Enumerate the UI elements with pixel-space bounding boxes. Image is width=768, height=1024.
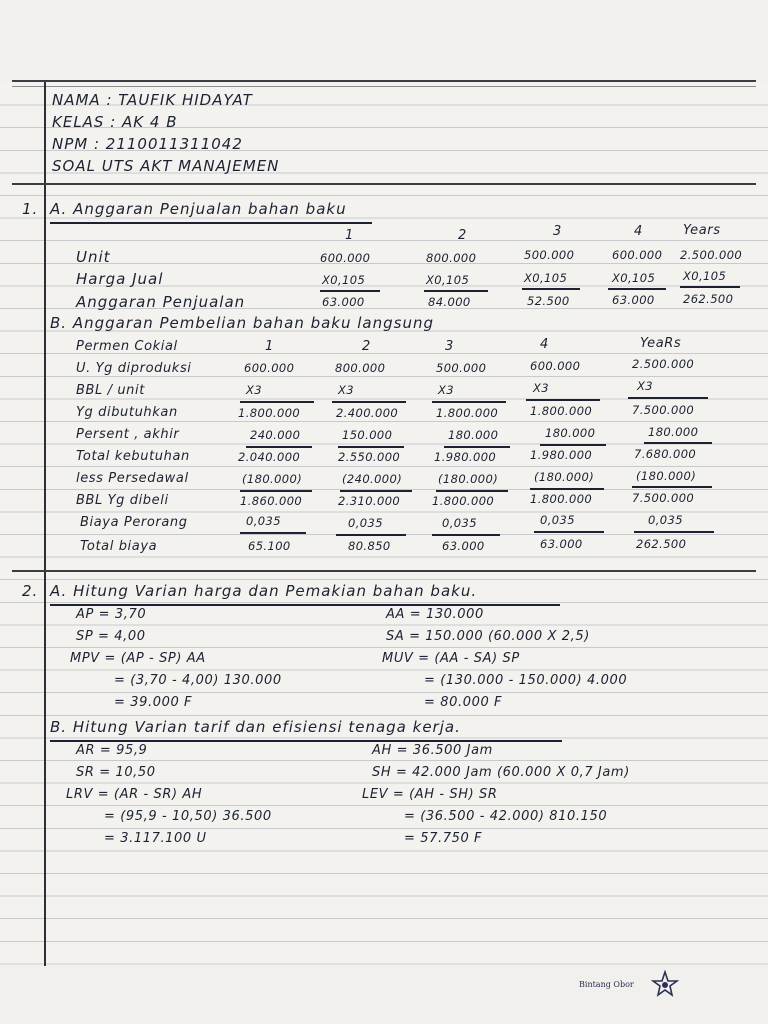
- q1a-unit-3: 500.000: [524, 248, 575, 262]
- q1b-row-label: Persent , akhir: [76, 427, 180, 442]
- section-separator: [12, 570, 756, 572]
- q1a-row-budget-label: Anggaran Penjualan: [76, 293, 246, 311]
- q1b-cell: 0,035: [246, 514, 281, 528]
- q1b-cell: 1.800.000: [530, 404, 593, 418]
- q1b-cell: 2.400.000: [336, 406, 399, 420]
- q1b-cell: X3: [338, 383, 354, 397]
- q1b-cell: 2.310.000: [338, 494, 401, 508]
- q1b-cell: 7.500.000: [632, 403, 695, 417]
- q1b-cell: 800.000: [335, 361, 386, 375]
- q1b-underline: [526, 399, 600, 401]
- q1b-cell: 63.000: [540, 537, 583, 551]
- q1b-cell: X3: [246, 383, 262, 397]
- q1b-cell: 0,035: [442, 516, 477, 530]
- exam-title: SOAL UTS AKT MANAJEMEN: [52, 157, 280, 175]
- q1b-title: B. Anggaran Pembelian bahan baku langsung: [50, 314, 435, 332]
- top-rule-secondary: [12, 86, 756, 87]
- q1b-col-2: 2: [362, 339, 371, 354]
- student-npm: NPM : 2110011311042: [52, 135, 243, 153]
- q1b-row-label: Yg dibutuhkan: [76, 405, 178, 420]
- top-rule: [12, 80, 756, 82]
- q1a-price-years-underline: [680, 286, 740, 288]
- q1b-cell: 2.550.000: [338, 450, 401, 464]
- q1-number: 1.: [22, 200, 39, 218]
- q1b-underline: [240, 532, 306, 534]
- q1a-row-unit-label: Unit: [76, 248, 111, 266]
- q1a-unit-1: 600.000: [320, 251, 371, 265]
- q1b-cell: X3: [438, 383, 454, 397]
- q1b-underline: [634, 531, 714, 533]
- q1a-title-underline: [50, 222, 372, 224]
- q2a-title: A. Hitung Varian harga dan Pemakian bahan baku.: [50, 582, 478, 600]
- q2b-right-line: = 57.750 F: [404, 831, 483, 846]
- q2b-right-line: LEV = (AH - SH) SR: [362, 787, 498, 802]
- q1b-cell: 180.000: [648, 425, 699, 439]
- q1b-underline: [444, 446, 510, 448]
- q1b-underline: [432, 534, 500, 536]
- q1a-price-1: X0,105: [322, 273, 366, 287]
- q1a-price-2: X0,105: [426, 273, 470, 287]
- q1b-underline: [336, 534, 406, 536]
- q1b-row-label: U. Yg diproduksi: [76, 361, 192, 376]
- q1b-cell: (180.000): [636, 469, 697, 483]
- q1b-row-label: Biaya Perorang: [80, 515, 188, 530]
- student-name: NAMA : TAUFIK HIDAYAT: [52, 91, 253, 109]
- q1b-cell: (180.000): [242, 472, 303, 486]
- q1b-row-label: less Persedawal: [76, 471, 189, 486]
- q1b-cell: 65.100: [248, 539, 291, 553]
- q1a-unit-2: 800.000: [426, 251, 477, 265]
- q2a-right-line: = (130.000 - 150.000) 4.000: [424, 673, 628, 688]
- q1b-cell: 7.680.000: [634, 447, 697, 461]
- q1b-underline: [240, 401, 314, 403]
- q1a-unit-4: 600.000: [612, 248, 663, 262]
- q1b-cell: 240.000: [250, 428, 301, 442]
- q1b-underline: [240, 490, 312, 492]
- q1b-cell: 1.800.000: [432, 494, 495, 508]
- q1a-price-2-underline: [424, 290, 488, 292]
- q1b-cell: X3: [533, 381, 549, 395]
- q1a-col-3: 3: [553, 224, 562, 239]
- q1b-col-years: YeaRs: [640, 336, 682, 351]
- header-separator: [12, 183, 756, 185]
- q1a-title: A. Anggaran Penjualan bahan baku: [50, 200, 347, 218]
- q1b-cell: 500.000: [436, 361, 487, 375]
- q1b-underline: [338, 446, 404, 448]
- q1b-cell: (180.000): [438, 472, 499, 486]
- q1a-budget-1: 63.000: [322, 295, 365, 309]
- q1b-cell: 150.000: [342, 428, 393, 442]
- q1a-col-2: 2: [458, 228, 467, 243]
- q1b-cell: 180.000: [448, 428, 499, 442]
- margin-line: [44, 82, 46, 967]
- q1b-cell: 1.980.000: [434, 450, 497, 464]
- q1a-col-1: 1: [345, 228, 354, 243]
- q1b-underline: [534, 531, 604, 533]
- q1b-underline: [530, 488, 604, 490]
- q1a-price-4-underline: [608, 288, 666, 290]
- q1b-underline: [540, 444, 606, 446]
- q2a-left-line: = (3,70 - 4,00) 130.000: [114, 673, 282, 688]
- q1a-price-1-underline: [320, 290, 380, 292]
- page-top-margin: [0, 0, 768, 82]
- q1b-cell: 0,035: [348, 516, 383, 530]
- q1b-row-label: BBL Yg dibeli: [76, 493, 169, 508]
- q2a-left-line: AP = 3,70: [76, 607, 147, 622]
- q1a-budget-2: 84.000: [428, 295, 471, 309]
- q1b-cell: 63.000: [442, 539, 485, 553]
- q1a-price-4: X0,105: [612, 271, 656, 285]
- q1a-price-3: X0,105: [524, 271, 568, 285]
- q1b-col-1: 1: [265, 339, 274, 354]
- q1a-col-4: 4: [634, 224, 643, 239]
- q2b-title-underline: [50, 740, 562, 742]
- student-class: KELAS : AK 4 B: [52, 113, 178, 131]
- q1b-underline: [436, 490, 508, 492]
- q1b-cell: 262.500: [636, 537, 687, 551]
- q1b-underline: [432, 401, 506, 403]
- q1b-cell: 1.800.000: [238, 406, 301, 420]
- q1b-underline: [644, 442, 712, 444]
- q1b-underline: [632, 486, 712, 488]
- q1b-cell: 1.800.000: [530, 492, 593, 506]
- q1a-unit-years: 2.500.000: [680, 248, 743, 262]
- q1b-cell: 600.000: [244, 361, 295, 375]
- q2a-left-line: MPV = (AP - SP) AA: [70, 651, 206, 666]
- q1b-row-label: Total kebutuhan: [76, 449, 190, 464]
- q2b-left-line: LRV = (AR - SR) AH: [66, 787, 203, 802]
- q2b-left-line: = (95,9 - 10,50) 36.500: [104, 809, 272, 824]
- q1a-budget-years: 262.500: [683, 292, 734, 306]
- q1a-budget-3: 52.500: [527, 294, 570, 308]
- q1b-col-3: 3: [445, 339, 454, 354]
- q1b-cell: 0,035: [648, 513, 683, 527]
- q2b-right-line: = (36.500 - 42.000) 810.150: [404, 809, 608, 824]
- q1a-col-years: Years: [683, 223, 721, 238]
- q1b-col-4: 4: [540, 337, 549, 352]
- q1b-underline: [332, 401, 406, 403]
- q2a-left-line: = 39.000 F: [114, 695, 193, 710]
- q2a-title-underline: [50, 604, 560, 606]
- q1a-price-3-underline: [522, 288, 580, 290]
- q1b-cell: 600.000: [530, 359, 581, 373]
- q1b-cell: 0,035: [540, 513, 575, 527]
- q1b-underline: [628, 397, 708, 399]
- q1a-budget-4: 63.000: [612, 293, 655, 307]
- q1b-row-label: BBL / unit: [76, 383, 145, 398]
- q2b-left-line: AR = 95,9: [76, 743, 148, 758]
- q2a-right-line: MUV = (AA - SA) SP: [382, 651, 520, 666]
- q1b-cell: 2.040.000: [238, 450, 301, 464]
- q1b-cell: 7.500.000: [632, 491, 695, 505]
- q2b-left-line: SR = 10,50: [76, 765, 156, 780]
- q1b-cell: 1.980.000: [530, 448, 593, 462]
- q2a-right-line: AA = 130.000: [386, 607, 484, 622]
- q1b-cell: 1.800.000: [436, 406, 499, 420]
- q1a-row-price-label: Harga Jual: [76, 270, 164, 288]
- q1a-price-years: X0,105: [683, 269, 727, 283]
- q1b-underline: [340, 490, 412, 492]
- q1b-cell: 1.860.000: [240, 494, 303, 508]
- q2b-title: B. Hitung Varian tarif dan efisiensi tenaga kerja.: [50, 718, 461, 736]
- q1b-cell: (180.000): [534, 470, 595, 484]
- q1b-cell: 180.000: [545, 426, 596, 440]
- q2-number: 2.: [22, 582, 39, 600]
- q2b-left-line: = 3.117.100 U: [104, 831, 207, 846]
- q2a-right-line: = 80.000 F: [424, 695, 503, 710]
- q2a-left-line: SP = 4,00: [76, 629, 146, 644]
- q1b-cell: X3: [637, 379, 653, 393]
- q1b-cell: 80.850: [348, 539, 391, 553]
- q2a-right-line: SA = 150.000 (60.000 X 2,5): [386, 629, 590, 644]
- q2b-right-line: SH = 42.000 Jam (60.000 X 0,7 Jam): [372, 765, 630, 780]
- q1b-row-label: Total biaya: [80, 539, 158, 554]
- q1b-underline: [246, 446, 312, 448]
- notebook-brand: Bintang Obor: [579, 980, 634, 989]
- q1b-cell: 2.500.000: [632, 357, 695, 371]
- q1b-subtitle: Permen Cokial: [76, 339, 178, 354]
- q1b-cell: (240.000): [342, 472, 403, 486]
- q2b-right-line: AH = 36.500 Jam: [372, 743, 493, 758]
- star-logo-icon: [651, 970, 679, 998]
